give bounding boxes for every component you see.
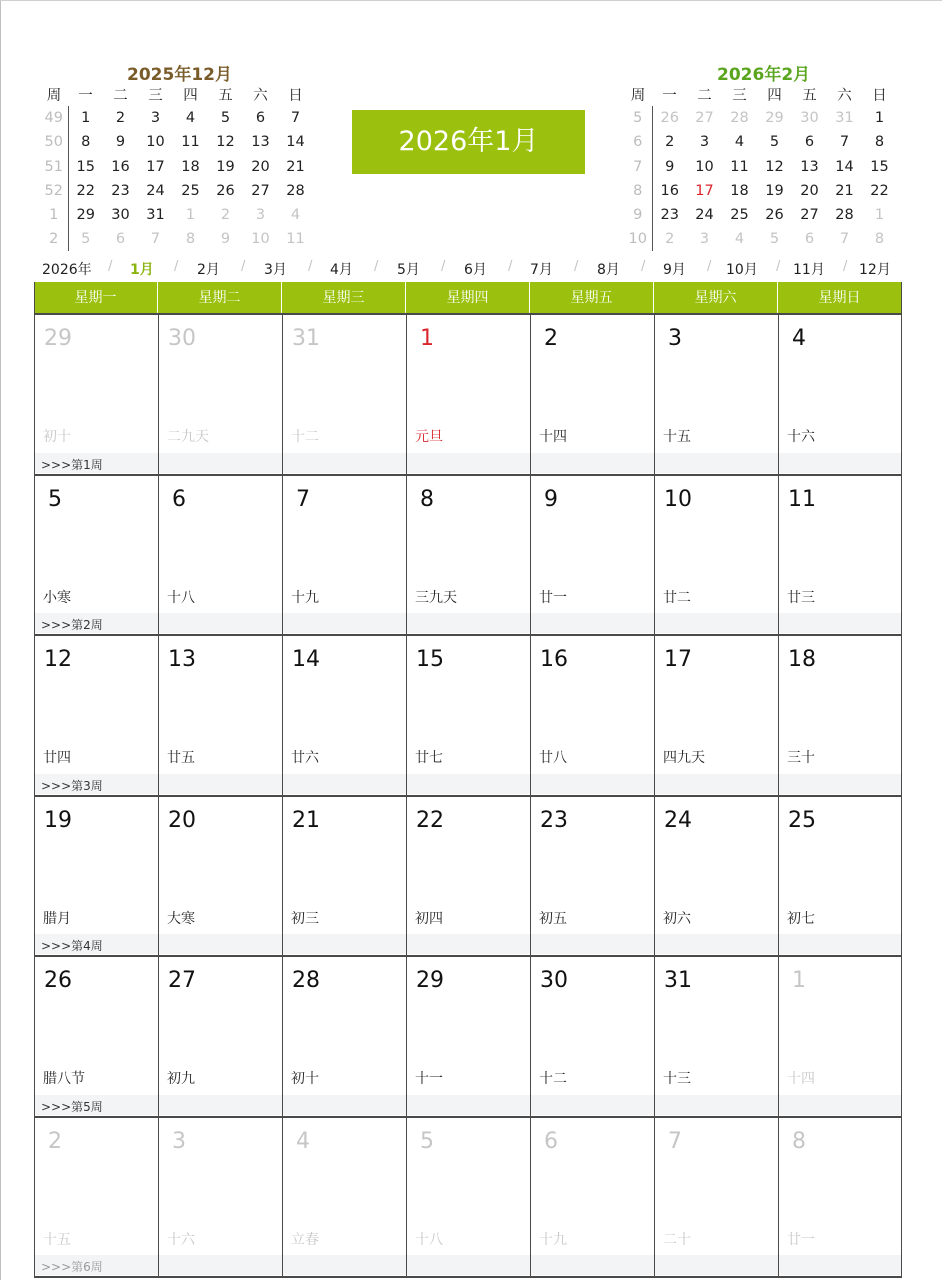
day-number: 5 (420, 1128, 434, 1154)
lunar-date: 十八 (415, 1231, 443, 1248)
mini-day[interactable]: 2 (665, 134, 675, 151)
mini-day[interactable]: 7 (150, 231, 161, 248)
day-number: 4 (296, 1128, 310, 1154)
mini-day[interactable]: 15 (76, 158, 95, 175)
day-number: 3 (668, 326, 682, 351)
month-nav-year: 2026年 (42, 262, 92, 278)
month-nav-separator: / (241, 259, 246, 274)
mini-day[interactable]: 3 (699, 231, 710, 248)
lunar-date: 腊八节 (43, 1071, 85, 1087)
month-nav-item[interactable]: 3月 (264, 262, 287, 278)
mini-day[interactable]: 26 (765, 207, 784, 224)
mini-day[interactable]: 18 (730, 182, 749, 199)
week-label-band (35, 1255, 901, 1275)
lunar-date: 初九 (167, 1071, 195, 1087)
mini-week-number: 52 (40, 179, 68, 203)
mini-day[interactable]: 25 (730, 207, 749, 224)
lunar-date: 十一 (415, 1071, 443, 1087)
mini-week-number: 49 (40, 106, 68, 130)
mini-week-number: 2 (40, 227, 68, 251)
mini-day[interactable]: 9 (220, 231, 231, 248)
mini-day[interactable]: 12 (216, 134, 235, 151)
lunar-date: 初六 (663, 910, 691, 927)
month-nav-item[interactable]: 5月 (397, 262, 420, 278)
day-number: 17 (664, 647, 692, 672)
mini-week-number: 6 (624, 130, 652, 154)
week-number-label: >>>第3周 (41, 778, 103, 793)
mini-day[interactable]: 4 (290, 207, 301, 224)
mini-day[interactable]: 3 (255, 207, 266, 224)
mini-day[interactable]: 9 (115, 134, 126, 151)
day-number: 31 (292, 326, 320, 351)
weekday-header: 星期日 (778, 282, 902, 314)
mini-weekday-header: 四 (183, 87, 198, 104)
mini-weekday-header: 周 (630, 87, 646, 104)
mini-day[interactable]: 7 (839, 231, 850, 248)
lunar-date: 腊月 (43, 910, 71, 927)
day-number: 2 (544, 326, 558, 351)
mini-weekday-header: 日 (288, 87, 303, 104)
mini-day[interactable]: 27 (695, 110, 714, 127)
mini-day[interactable]: 2 (220, 207, 231, 224)
grid-column-line (282, 314, 283, 1277)
mini-day[interactable]: 13 (251, 134, 270, 151)
mini-day[interactable]: 8 (81, 134, 91, 151)
lunar-date: 十五 (663, 429, 691, 445)
lunar-date: 十九 (539, 1231, 567, 1248)
mini-day[interactable]: 11 (286, 231, 305, 248)
day-number: 9 (544, 486, 558, 512)
lunar-date: 廿四 (43, 750, 71, 766)
mini-day[interactable]: 26 (660, 110, 679, 127)
lunar-date: 十二 (539, 1071, 567, 1087)
lunar-date: 廿三 (787, 589, 815, 606)
day-number: 10 (664, 486, 692, 512)
mini-day[interactable]: 6 (804, 231, 815, 248)
lunar-date: 小寒 (43, 589, 71, 606)
mini-week-number: 8 (624, 179, 652, 203)
mini-day[interactable]: 24 (695, 207, 714, 224)
weekday-header: 星期二 (158, 282, 282, 314)
day-number: 28 (292, 968, 320, 993)
month-nav-item[interactable]: 2月 (197, 262, 220, 278)
lunar-date: 廿七 (415, 750, 443, 766)
grid-row-line (34, 634, 902, 636)
grid-column-line (901, 282, 902, 1277)
mini-day[interactable]: 11 (730, 158, 749, 175)
grid-column-line (406, 314, 407, 1277)
lunar-date: 初十 (291, 1071, 319, 1087)
day-number: 1 (420, 326, 434, 351)
day-number: 2 (48, 1128, 62, 1154)
month-navigation (0, 259, 942, 279)
mini-weekday-header: 二 (113, 87, 128, 104)
lunar-date: 元旦 (415, 429, 443, 445)
mini-day[interactable]: 21 (286, 158, 305, 175)
mini-week-number: 5 (624, 106, 652, 130)
mini-day[interactable]: 14 (286, 134, 305, 151)
lunar-date: 十四 (787, 1071, 815, 1087)
mini-day[interactable]: 9 (665, 158, 675, 175)
grid-column-line (158, 314, 159, 1277)
mini-day[interactable]: 2 (115, 110, 126, 127)
mini-day[interactable]: 6 (804, 134, 815, 151)
grid-column-line (530, 314, 531, 1277)
grid-column-line (778, 314, 779, 1277)
lunar-date: 初五 (539, 910, 567, 927)
day-number: 22 (416, 807, 444, 833)
day-number: 15 (416, 647, 444, 672)
day-number: 6 (544, 1128, 558, 1154)
mini-week-number: 7 (624, 155, 652, 179)
mini-day[interactable]: 20 (800, 182, 819, 199)
weekday-header: 星期六 (654, 282, 778, 314)
month-calendar-grid (34, 282, 902, 1277)
mini-day[interactable]: 7 (290, 110, 301, 127)
mini-day[interactable]: 19 (765, 182, 784, 199)
mini-day[interactable]: 21 (835, 182, 854, 199)
mini-day[interactable]: 5 (81, 231, 91, 248)
mini-day[interactable]: 6 (115, 231, 126, 248)
day-number: 7 (296, 486, 310, 512)
mini-day[interactable]: 24 (146, 182, 165, 199)
weekday-header: 星期五 (530, 282, 654, 314)
lunar-date: 立春 (291, 1231, 319, 1248)
day-number: 21 (292, 807, 320, 833)
day-number: 20 (168, 807, 196, 833)
day-number: 3 (172, 1128, 186, 1154)
mini-day[interactable]: 31 (835, 110, 854, 127)
mini-calendar-title: 2026年2月 (717, 65, 811, 85)
month-nav-separator: / (441, 259, 446, 274)
mini-day[interactable]: 29 (765, 110, 784, 127)
mini-day[interactable]: 3 (150, 110, 161, 127)
month-nav-separator: / (174, 259, 179, 274)
mini-week-number: 9 (624, 203, 652, 227)
day-number: 8 (420, 486, 434, 512)
mini-day[interactable]: 22 (870, 182, 889, 199)
mini-day[interactable]: 1 (185, 207, 196, 224)
mini-day[interactable]: 10 (695, 158, 714, 175)
day-number: 30 (540, 968, 568, 993)
lunar-date: 十五 (43, 1231, 71, 1248)
grid-column-line (654, 314, 655, 1277)
lunar-date: 廿五 (167, 750, 195, 766)
mini-day[interactable]: 22 (76, 182, 95, 199)
mini-day[interactable]: 12 (765, 158, 784, 175)
mini-calendar-prev-month (40, 60, 320, 260)
mini-day[interactable]: 1 (874, 110, 885, 127)
month-nav-separator: / (108, 259, 113, 274)
day-number: 5 (48, 486, 62, 512)
mini-weekday-header: 二 (697, 87, 712, 104)
week-number-label: >>>第1周 (41, 457, 103, 472)
mini-weekday-header: 三 (148, 87, 163, 104)
lunar-date: 大寒 (167, 910, 195, 927)
month-nav-separator: / (707, 259, 712, 274)
grid-row-line (34, 474, 902, 476)
mini-day[interactable]: 19 (216, 158, 235, 175)
day-number: 25 (788, 807, 816, 833)
grid-row-line (34, 955, 902, 957)
mini-day[interactable]: 5 (769, 134, 780, 151)
day-number: 7 (668, 1128, 682, 1154)
mini-day[interactable]: 28 (730, 110, 749, 127)
mini-day[interactable]: 31 (146, 207, 165, 224)
mini-weekday-header: 六 (837, 87, 852, 104)
day-number: 13 (168, 647, 196, 672)
day-number: 18 (788, 647, 816, 672)
mini-day[interactable]: 30 (800, 110, 819, 127)
lunar-date: 初十 (43, 429, 71, 445)
month-nav-separator: / (641, 259, 646, 274)
mini-day[interactable]: 15 (870, 158, 889, 175)
mini-day[interactable]: 8 (874, 134, 885, 151)
month-nav-item[interactable]: 11月 (793, 262, 825, 278)
mini-day[interactable]: 29 (76, 207, 95, 224)
mini-weekday-header: 一 (662, 87, 677, 104)
mini-day[interactable]: 27 (251, 182, 270, 199)
lunar-date: 四九天 (663, 750, 705, 766)
grid-column-line (34, 282, 35, 1277)
week-number-label: >>>第6周 (41, 1260, 103, 1274)
month-nav-item[interactable]: 9月 (663, 262, 686, 278)
day-number: 19 (44, 807, 72, 833)
mini-week-number: 50 (40, 130, 68, 154)
mini-day[interactable]: 1 (81, 110, 91, 127)
mini-week-number: 51 (40, 155, 68, 179)
mini-day[interactable]: 7 (839, 134, 850, 151)
month-nav-item[interactable]: 7月 (530, 262, 553, 278)
day-number: 29 (416, 968, 444, 993)
mini-day[interactable]: 11 (181, 134, 200, 151)
week-label-band (35, 453, 901, 473)
mini-day[interactable]: 16 (660, 182, 679, 199)
lunar-date: 十八 (167, 589, 195, 606)
day-number: 26 (44, 968, 72, 993)
day-number: 27 (168, 968, 196, 993)
mini-day[interactable]: 16 (111, 158, 130, 175)
mini-weekday-header: 一 (78, 87, 93, 104)
mini-day[interactable]: 13 (800, 158, 819, 175)
mini-weekday-header: 五 (802, 87, 817, 104)
page-top-border (0, 0, 942, 1)
day-number: 6 (172, 486, 186, 512)
lunar-date: 廿一 (787, 1231, 815, 1248)
mini-calendar-table (624, 82, 897, 251)
mini-day[interactable]: 26 (216, 182, 235, 199)
month-nav-item[interactable]: 1月 (130, 262, 154, 278)
month-nav-separator: / (843, 259, 848, 274)
lunar-date: 十九 (291, 589, 319, 606)
day-number: 4 (792, 326, 806, 351)
weekday-header: 星期四 (406, 282, 530, 314)
mini-day[interactable]: 17 (146, 158, 165, 175)
lunar-date: 廿八 (539, 750, 567, 766)
lunar-date: 廿一 (539, 589, 567, 606)
lunar-date: 十二 (291, 429, 319, 445)
page-title: 2026年1月 (352, 110, 585, 174)
mini-day[interactable]: 6 (255, 110, 266, 127)
lunar-date: 廿二 (663, 589, 691, 606)
week-number-label: >>>第4周 (41, 939, 103, 953)
mini-day[interactable]: 5 (769, 231, 780, 248)
lunar-date: 三十 (787, 750, 815, 766)
month-nav-separator: / (574, 259, 579, 274)
month-nav-item[interactable]: 12月 (859, 262, 891, 278)
lunar-date: 初七 (787, 910, 815, 927)
week-number-label: >>>第5周 (41, 1099, 103, 1114)
mini-day[interactable]: 30 (111, 207, 130, 224)
day-number: 29 (44, 326, 72, 351)
lunar-date: 二九天 (167, 429, 209, 445)
mini-day[interactable]: 8 (185, 231, 196, 248)
mini-day[interactable]: 4 (734, 231, 745, 248)
day-number: 23 (540, 807, 568, 833)
lunar-date: 二十 (663, 1231, 691, 1248)
week-label-band (35, 774, 901, 794)
mini-day[interactable]: 23 (111, 182, 130, 199)
week-number-label: >>>第2周 (41, 618, 103, 632)
lunar-date: 十三 (663, 1071, 691, 1087)
mini-day[interactable]: 23 (660, 207, 679, 224)
mini-week-number: 10 (624, 227, 652, 251)
day-number: 31 (664, 968, 692, 993)
mini-day[interactable]: 27 (800, 207, 819, 224)
lunar-date: 初三 (291, 910, 319, 927)
mini-day[interactable]: 14 (835, 158, 854, 175)
mini-day[interactable]: 17 (695, 182, 714, 199)
mini-day[interactable]: 4 (734, 134, 745, 151)
lunar-date: 三九天 (415, 589, 457, 606)
mini-day[interactable]: 20 (251, 158, 270, 175)
day-number: 11 (788, 486, 816, 512)
mini-weekday-header: 日 (872, 87, 887, 104)
mini-calendar-next-month (624, 60, 904, 260)
month-nav-item[interactable]: 10月 (726, 262, 758, 278)
day-number: 12 (44, 647, 72, 672)
month-nav-separator: / (776, 259, 781, 274)
weekday-header: 星期一 (34, 282, 158, 314)
mini-day[interactable]: 10 (146, 134, 165, 151)
month-nav-separator: / (308, 259, 313, 274)
week-label-band (35, 613, 901, 633)
lunar-date: 十四 (539, 429, 567, 445)
lunar-date: 十六 (167, 1231, 195, 1248)
month-nav-separator: / (508, 259, 513, 274)
day-number: 24 (664, 807, 692, 833)
mini-day[interactable]: 5 (220, 110, 231, 127)
month-nav-separator: / (374, 259, 379, 274)
mini-weekday-header: 五 (218, 87, 233, 104)
mini-day[interactable]: 25 (181, 182, 200, 199)
lunar-date: 十六 (787, 429, 815, 445)
week-label-band (35, 934, 901, 954)
mini-weekday-header: 四 (767, 87, 782, 104)
mini-day[interactable]: 28 (286, 182, 305, 199)
weekday-header: 星期三 (282, 282, 406, 314)
mini-day[interactable]: 1 (874, 207, 885, 224)
day-number: 8 (792, 1128, 806, 1154)
mini-day[interactable]: 4 (185, 110, 196, 127)
mini-calendar-title: 2025年12月 (127, 65, 232, 85)
grid-row-line (34, 313, 902, 315)
day-number: 1 (792, 968, 806, 993)
lunar-date: 初四 (415, 910, 443, 927)
mini-week-number: 1 (40, 203, 68, 227)
month-nav-item[interactable]: 6月 (464, 262, 487, 278)
mini-day[interactable]: 3 (699, 134, 710, 151)
grid-row-line (34, 1116, 902, 1118)
mini-day[interactable]: 8 (874, 231, 885, 248)
grid-row-line (34, 795, 902, 797)
day-number: 30 (168, 326, 196, 351)
mini-day[interactable]: 18 (181, 158, 200, 175)
mini-weekday-header: 周 (46, 87, 62, 104)
mini-weekday-header: 六 (253, 87, 268, 104)
lunar-date: 廿六 (291, 750, 319, 766)
mini-day[interactable]: 10 (251, 231, 270, 248)
week-label-band (35, 1095, 901, 1115)
day-number: 14 (292, 647, 320, 672)
mini-calendar-table (40, 82, 313, 251)
month-nav-item[interactable]: 8月 (597, 262, 620, 278)
mini-day[interactable]: 2 (665, 231, 675, 248)
page-left-border (0, 0, 1, 1280)
grid-row-line (34, 1276, 902, 1278)
month-nav-item[interactable]: 4月 (330, 262, 353, 278)
day-number: 16 (540, 647, 568, 672)
mini-day[interactable]: 28 (835, 207, 854, 224)
mini-weekday-header: 三 (732, 87, 747, 104)
